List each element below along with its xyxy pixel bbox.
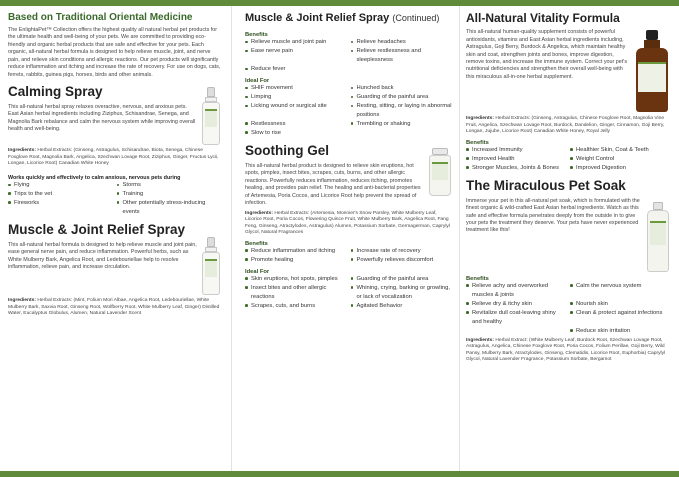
list-item: Other potentially stress-inducing events [117,199,223,217]
bottom-green-bar [0,471,679,477]
list-item: Relieve achy and overworked muscles & joints [466,282,567,300]
soothing-gel-title: Soothing Gel [245,142,329,158]
intro-paragraph: The EnlightaPet™ Collection offers the highest quality all natural herbal pet products for the ultimate health and well-being of your pets. We are committed to providing eco-friendly and organic herbal products that are safe and effective for your pets. Each organic, all-natural herbal formula is designed to help relieve muscle, joint, and nerve pain, and relieve skin conditions and allergic reactions. Our pet products will significantly reduce inflammation and itching and increase the rate of recovery. For use on dogs, cats, ferrets, rabbits, guinea pigs, horses, birds and other animals. [8,27,221,78]
list-item: Relieve restlessness and sleeplessness [351,47,454,65]
vitality-benefits-label: Benefits [466,139,489,146]
list-item: Agitated Behavior [351,302,454,311]
list-item: Scrapes, cuts, and burns [245,302,348,311]
vitality-bottle-image [633,30,671,112]
right-panel [466,12,671,467]
list-item: Calm the nervous system [570,282,671,300]
calming-section [8,85,222,145]
pet-soak-title: The Miraculous Pet Soak [466,177,626,193]
muscle-joint-ingredients: Ingredients: Herbal Extracts: (Mint, Folium Mori Albae, Angelica Root, Ledebouriellae, White Mulberry Bark, Saxvia Root, Ginseng Root, Wolfberry Root, White Mulberry Leaf, Ginger) Distilled Water, Eucalyptus Globulus, Alumen, Natural Lavender Scent [8,297,220,317]
list-item: Reduce fever [245,65,348,74]
ideal-for-label: Ideal For [245,78,270,85]
mj-benefits-list [245,38,453,74]
left-panel [8,12,222,467]
vitality-title: All-Natural Vitality Formula [466,12,620,25]
soothing-gel-description: This all-natural herbal product is designed to relieve skin eruptions, hot spots, pimples, insect bites, scrapes, cuts, burns, and other allergic reactions. Powerfully reduces inflammation, reduces itching, promotes healing, and provides pain relief. The healing and anti-bacterial properties of Artemesia, Poria Cocos, and Licorice Root help prevent the spread of infection. [245,162,421,207]
list-item: Guarding of the painful area [351,93,454,102]
list-item: Improved Digestion [570,164,671,173]
list-item: Licking wound or surgical site [245,102,348,120]
list-item: Relieve muscle and joint pain [245,38,348,47]
list-item: Ease nerve pain [245,47,348,65]
list-item: Trips to the vet [8,190,114,199]
list-item: Weight Control [570,155,671,164]
panel-divider [459,6,460,471]
list-item: Whining, crying, barking or growling, or lack of vocalization [351,284,454,302]
list-item: Restlessness [245,120,348,129]
list-item: Improved Health [466,155,567,164]
list-item: Hunched back [351,84,454,93]
list-item: Flying [8,181,114,190]
muscle-joint-continued-title: Muscle & Joint Relief Spray (Continued) [245,12,440,24]
pet-soak-description: Immerse your pet in this all-natural pet soak, which is formulated with the finest organic & wild-crafted East Asian herbal ingredients. Watch as this safe and effective formula penetrates deeply from the outside in to give your pets the treatment they deserve. Your pets have never experienced treatment like this! [466,197,640,234]
benefits-label: Benefits [245,32,268,39]
soothing-gel-bottle-image [427,148,453,196]
pet-soak-ingredients: Ingredients: Herbal Extract: (White Mulberry Leaf, Burdock Root, Szechwan Lovage Root, Astragulus, Angelica, Chinese Foxglove Root, Poria Cocos, Folium Perillae, Goji Berry, Wild Pansy, Mulberry Bark, Atractylodes, Ginseng, Clematidis, Licorice Root, Euphorbia) Caprylyl Glycol, Natural Lavender Fragrance, Potassium Sorbate, Bergamot [466,337,666,363]
list-item: Fireworks [8,199,114,217]
vitality-section [466,12,671,112]
list-item: Slow to rise [245,129,348,138]
calming-works-text: Works quickly and effectively to calm anxious, nervous pets during [8,175,181,181]
list-item: Insect bites and other allergic reactions [245,284,348,302]
list-item: Revitalize dull coat-leaving shiny and healthy [466,309,567,327]
soothing-gel-ingredients: Ingredients: Herbal Extracts: (Artemesia, Monnier's Snow Parsley, White Mulberry Leaf, Licorice Root, Poria Cocos, Flowering Quince Fruit, White Mulberry Bark, Angelica Root, Fang Feng, Ginseng, Atractylodes, Astragulus) Alumen, Potassium Sorbate, Germagerman, Caprylyl Glycol, Natural Fragrances [245,210,450,236]
calming-use-list [8,181,222,217]
list-item: Relieve headaches [351,38,454,47]
pet-soak-bottle-image [645,202,671,272]
list-item: Nourish skin [570,300,671,309]
muscle-joint-title: Muscle & Joint Relief Spray [8,221,186,237]
calming-spray-bottle-image [200,87,222,145]
list-item: Healthier Skin, Coat & Teeth [570,146,671,155]
soothing-gel-section [245,144,453,208]
gel-ideal-label: Ideal For [245,268,270,275]
list-item: Training [117,190,223,199]
calming-ingredients: Ingredients: Herbal Extracts: (Ginseng, Astragulus, Schisandrae, Biota, Senega, Chinese Foxglove Root, Magnolia Bark, Angelica, Szechwan Lovage Root, Ziziphus, Ginger, Fructus Lycii, Longan, Licorice Root) Canadian White Honey [8,148,219,167]
vitality-ingredients: Ingredients: Herbal Extracts: (Ginseng, Astragulus, Chinese Foxglove Root, Magnolia Vine Fruit, Angelica, Szechwan Lovage Root, Burdock, Dandelion, Ginger, Cinnamon, Goji Berry, Longan, Jujube, Licorice Root) Canadian White Honey, Royal Jelly [466,116,665,135]
pet-soak-section [466,198,671,272]
panel-divider [231,6,232,471]
list-item: Limping [245,93,348,102]
gel-benefits-list [245,247,453,265]
soak-benefits-label: Benefits [466,275,489,282]
vitality-benefits-list [466,146,671,173]
muscle-joint-section [8,223,222,295]
gel-ideal-list [245,275,453,311]
list-item: Powerfully relieves discomfort [351,256,454,265]
list-item: Guarding of the painful area [351,275,454,284]
list-item: Clean & protect against infections [570,309,671,327]
gel-benefits-label: Benefits [245,240,268,247]
vitality-description: This all-natural human-quality supplement consists of powerful antioxidants, vitamins and East Asian herbal ingredients including, Astragulus, Goji Berry, Burdock & Angelica, which maintain healthy skin and coat, strengthen joints and bones, improve digestion, remove toxins, and increase the immune system. Correct your pet's nutritional deficiencies and strengthen their overall well-being with this miraculous all-in-one herbal supplement. [466,29,628,80]
page-heading: Based on Traditional Oriental Medicine [8,12,193,23]
list-item: Increased Immunity [466,146,567,155]
list-item: Reduce inflammation and itching [245,247,348,256]
list-item: Trembling or shaking [351,120,454,129]
list-item: Storms [117,181,223,190]
list-item: Promote healing [245,256,348,265]
calming-description: This all-natural herbal spray relaxes overactive, nervous, and anxious pets. East Asian herbal ingredients including Ziziphus, Schisandrae, Senega, and Magnolia Bark rebalance and calm the nervous system while improving overall health and well-being. [8,104,196,133]
list-item: Relieve dry & itchy skin [466,300,567,309]
list-item: Increase rate of recovery [351,247,454,256]
calming-title: Calming Spray [8,84,103,100]
list-item: Resting, sitting, or laying in abnormal positions [351,102,454,120]
list-item: Stronger Muscles, Joints & Bones [466,164,567,173]
list-item: Skin eruptions, hot spots, pimples [245,275,348,284]
top-green-bar [0,0,679,6]
mj-ideal-list [245,84,453,138]
soak-benefits-list [466,282,671,336]
muscle-joint-description: This all-natural herbal formula is designed to help relieve muscle and joint pain, ease general nerve pain, and reduce inflammation. Powerful herbs, such as White Mulberry Bark, Angelica Root, and Ledebouriellae help to resolve inflammation, relieve pain, and increase circulation. [8,241,197,271]
list-item: Reduce skin irritation [570,327,671,336]
middle-panel [245,12,453,467]
muscle-joint-spray-bottle-image [200,237,222,295]
list-item: SHIF movement [245,84,348,93]
